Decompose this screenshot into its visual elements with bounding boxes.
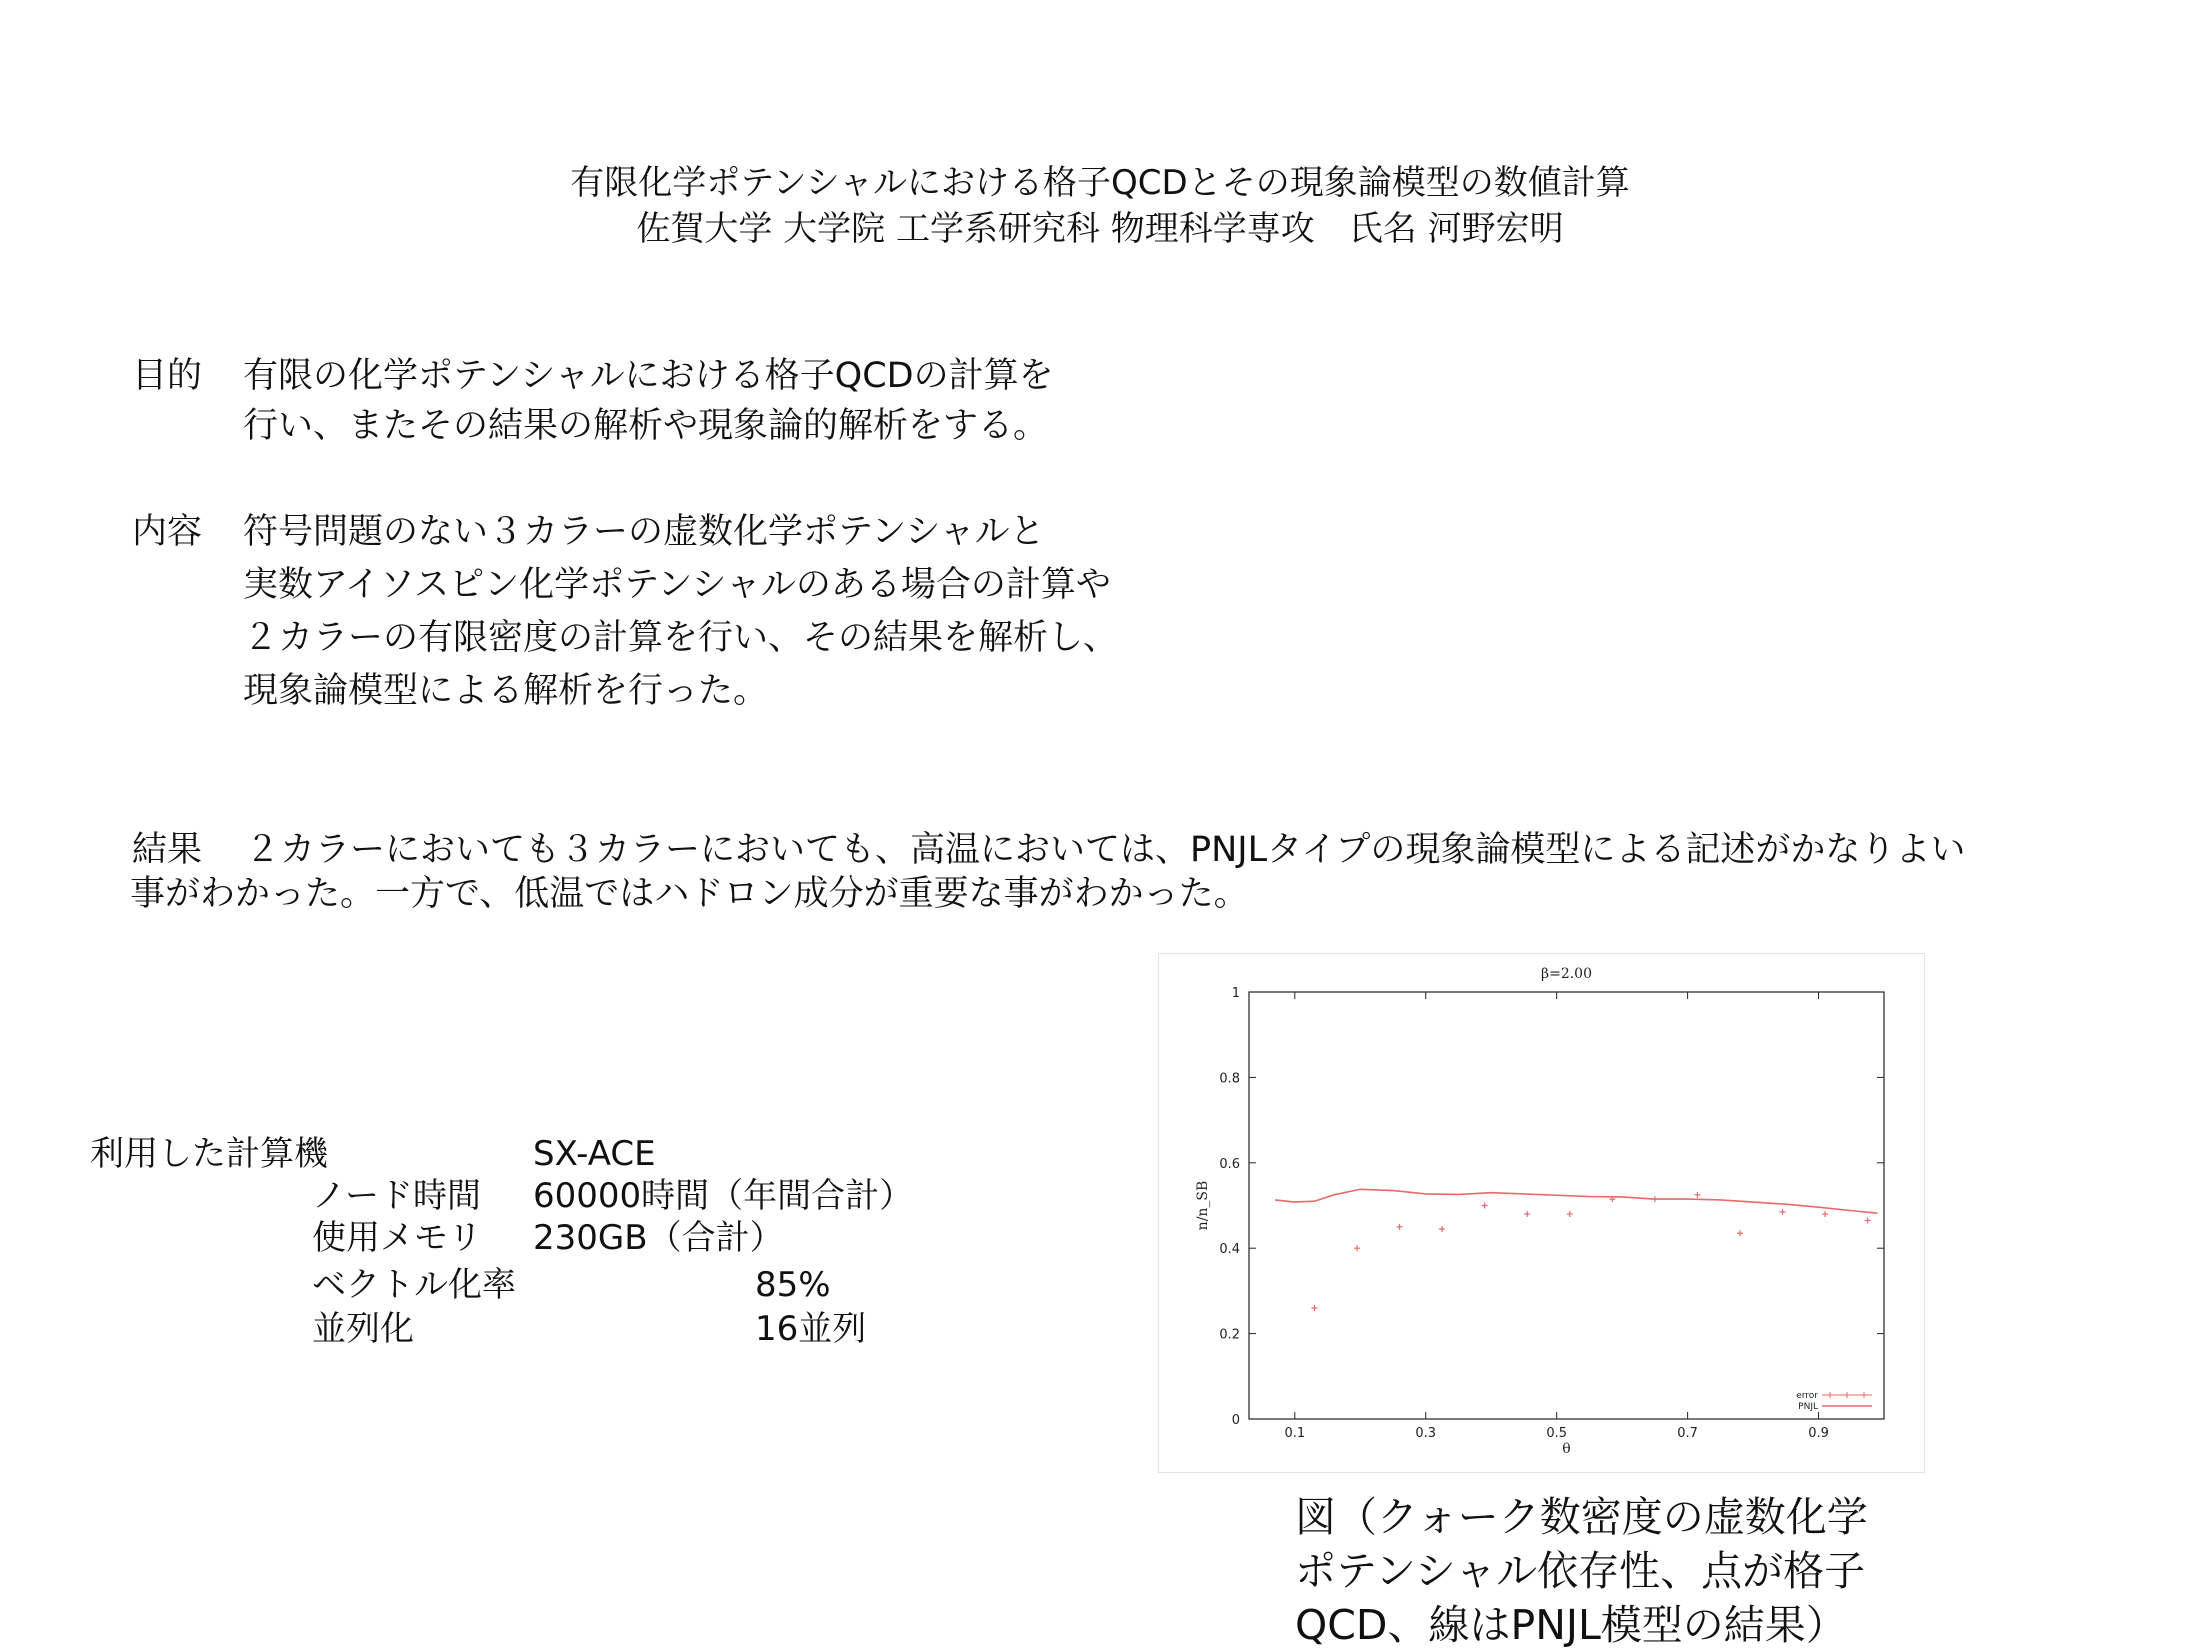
data-point-error-11: [1780, 1209, 1786, 1215]
data-point-error-0: [1311, 1305, 1317, 1311]
y-tick-label-4: 0.8: [1219, 1071, 1240, 1087]
spec-label-node-time: ノード時間: [312, 1176, 481, 1216]
x-axis-label: θ: [1562, 1441, 1571, 1457]
page-title: 有限化学ポテンシャルにおける格子QCDとその現象論模型の数値計算: [570, 163, 1630, 203]
legend-label-PNJL: PNJL: [1798, 1402, 1818, 1412]
spec-value-memory: 230GB（合計）: [533, 1218, 784, 1258]
data-point-error-2: [1397, 1224, 1403, 1230]
y-tick-label-5: 1: [1231, 986, 1240, 1001]
figure-caption-line-1: 図（クォーク数密度の虚数化学: [1295, 1493, 1868, 1541]
spec-value-vectorization: 85%: [755, 1265, 831, 1305]
x-tick-label-0: 0.1: [1284, 1426, 1306, 1441]
y-tick-label-1: 0.2: [1219, 1327, 1240, 1343]
data-point-error-13: [1865, 1217, 1871, 1223]
figure-caption-line-2: ポテンシャル依存性、点が格子: [1295, 1547, 1866, 1595]
spec-label-memory: 使用メモリ: [312, 1218, 482, 1258]
y-tick-label-3: 0.6: [1219, 1156, 1240, 1172]
purpose-line-2: 行い、またその結果の解析や現象論的解析をする。: [243, 406, 1049, 446]
data-point-error-10: [1737, 1230, 1743, 1236]
spec-label-vectorization: ベクトル化率: [312, 1265, 516, 1305]
series-line-PNJL: [1275, 1189, 1877, 1213]
computer-label: 利用した計算機: [90, 1134, 328, 1174]
x-tick-label-3: 0.7: [1677, 1426, 1698, 1441]
density-chart: [1158, 953, 1925, 1473]
x-tick-label-1: 0.3: [1415, 1426, 1437, 1441]
density-chart-svg: [1159, 954, 1924, 1472]
y-axis-label: n/n_SB: [1195, 1180, 1211, 1231]
computer-value: SX-ACE: [533, 1134, 656, 1174]
content-line-2: 実数アイソスピン化学ポテンシャルのある場合の計算や: [243, 565, 1111, 605]
data-point-error-9: [1694, 1192, 1700, 1198]
x-tick-label-2: 0.5: [1546, 1426, 1568, 1441]
plot-frame: [1249, 992, 1884, 1419]
content-line-3: ２カラーの有限密度の計算を行い、その結果を解析し、: [243, 618, 1119, 658]
data-point-error-5: [1524, 1211, 1530, 1217]
data-point-error-4: [1482, 1203, 1488, 1209]
purpose-label: 目的: [132, 356, 203, 396]
result-line-2: 事がわかった。一方で、低温ではハドロン成分が重要な事がわかった。: [130, 874, 1249, 914]
content-line-4: 現象論模型による解析を行った。: [243, 671, 769, 711]
y-tick-label-0: 0: [1231, 1413, 1240, 1428]
content-label: 内容: [132, 512, 203, 552]
affiliation: 佐賀大学 大学院 工学系研究科 物理科学専攻 氏名 河野宏明: [636, 209, 1564, 249]
legend-label-error: error: [1796, 1391, 1818, 1401]
data-point-error-1: [1354, 1245, 1360, 1251]
result-line-1: ２カラーにおいても３カラーにおいても、高温においては、PNJLタイプの現象論模型による記述がかなりよい: [245, 830, 1966, 870]
data-point-error-3: [1439, 1226, 1445, 1232]
x-tick-label-4: 0.9: [1808, 1426, 1829, 1441]
y-tick-label-2: 0.4: [1219, 1242, 1240, 1258]
purpose-line-1: 有限の化学ポテンシャルにおける格子QCDの計算を: [243, 356, 1054, 396]
data-point-error-12: [1822, 1211, 1828, 1217]
chart-title: β=2.00: [1541, 966, 1592, 982]
spec-value-parallel: 16並列: [755, 1309, 867, 1349]
spec-value-node-time: 60000時間（年間合計）: [533, 1176, 914, 1216]
content-line-1: 符号問題のない３カラーの虚数化学ポテンシャルと: [243, 512, 1045, 552]
result-label: 結果: [132, 830, 203, 870]
data-point-error-6: [1567, 1211, 1573, 1217]
figure-caption-line-3: QCD、線はPNJL模型の結果）: [1295, 1601, 1847, 1649]
spec-label-parallel: 並列化: [312, 1309, 414, 1349]
